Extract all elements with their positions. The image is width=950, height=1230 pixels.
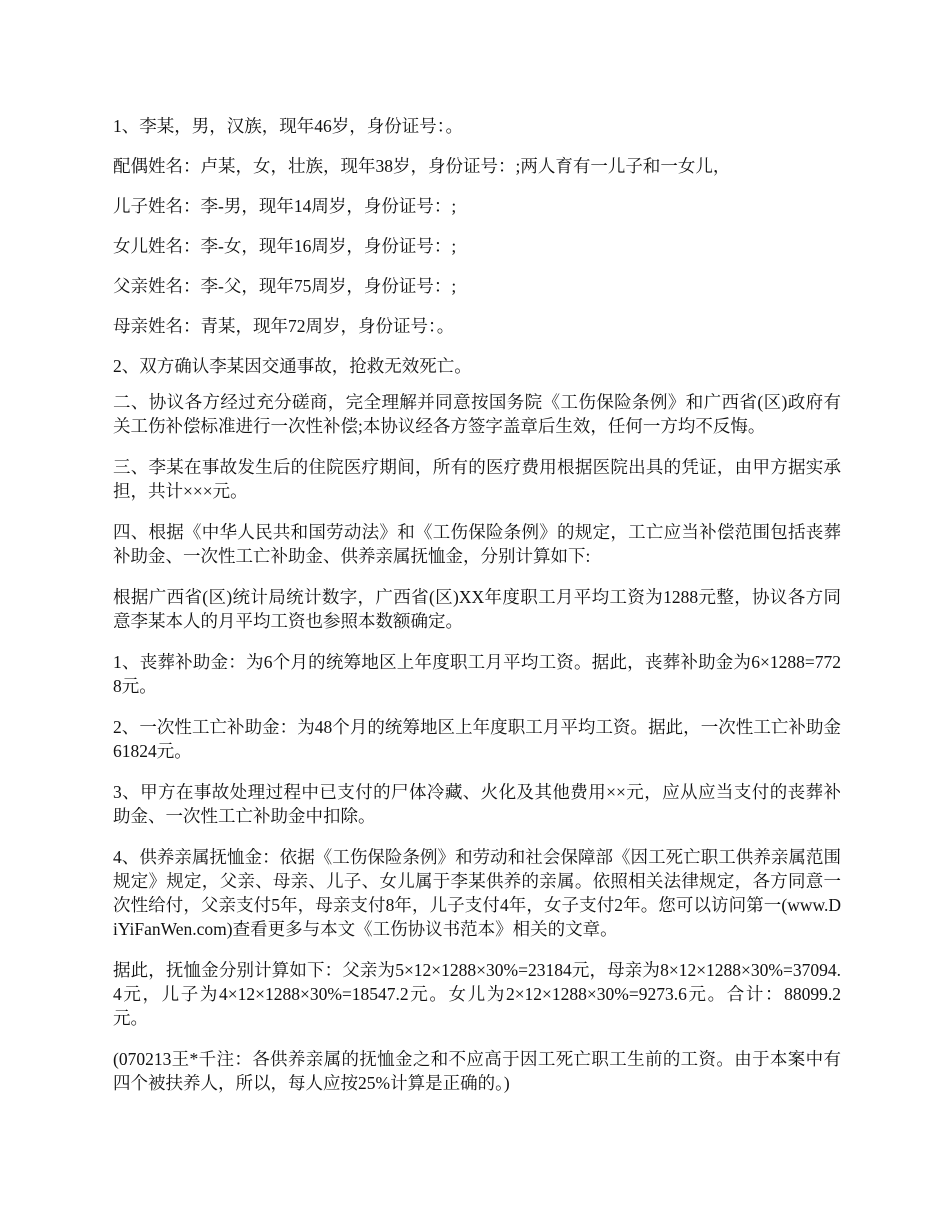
paragraph-daughter-info: 女儿姓名：李-女，现年16周岁，身份证号：; xyxy=(113,236,457,256)
paragraph-spouse-info: 配偶姓名：卢某，女，壮族，现年38岁，身份证号：;两人育有一儿子和一女儿， xyxy=(113,156,731,176)
paragraph-funeral-subsidy: 1、丧葬补助金：为6个月的统筹地区上年度职工月平均工资。据此，丧葬补助金为6×1288=7728元。 xyxy=(113,652,841,696)
paragraph-expense-deduction: 3、甲方在事故处理过程中已支付的尸体冷藏、火化及其他费用××元，应从应当支付的丧葬补助金、一次性工亡补助金中扣除。 xyxy=(113,782,841,826)
paragraph-mother-info: 母亲姓名：青某，现年72周岁，身份证号：。 xyxy=(113,316,455,336)
paragraph-annotation: (070213王*千注：各供养亲属的抚恤金之和不应高于因工死亡职工生前的工资。由于本案中有四个被扶养人，所以，每人应按25%计算是正确的。) xyxy=(113,1049,841,1093)
document-page xyxy=(113,112,841,1112)
paragraph-father-info: 父亲姓名：李-父，现年75周岁，身份证号：; xyxy=(113,276,457,296)
paragraph-death-subsidy: 2、一次性工亡补助金：为48个月的统筹地区上年度职工月平均工资。据此，一次性工亡补助金61824元。 xyxy=(113,717,841,761)
paragraph-son-info: 儿子姓名：李-男，现年14周岁，身份证号：; xyxy=(113,196,457,216)
paragraph-section-four: 四、根据《中华人民共和国劳动法》和《工伤保险条例》的规定，工亡应当补偿范围包括丧葬补助金、一次性工亡补助金、供养亲属抚恤金，分别计算如下: xyxy=(113,522,841,566)
paragraph-section-two: 二、协议各方经过充分磋商，完全理解并同意按国务院《工伤保险条例》和广西省(区)政府有关工伤补偿标准进行一次性补偿;本协议经各方签字盖章后生效，任何一方均不反悔。 xyxy=(113,392,841,436)
paragraph-wage-basis: 根据广西省(区)统计局统计数字，广西省(区)XX年度职工月平均工资为1288元整，协议各方同意李某本人的月平均工资也参照本数额确定。 xyxy=(113,587,841,631)
paragraph-dependent-pension: 4、供养亲属抚恤金：依据《工伤保险条例》和劳动和社会保障部《因工死亡职工供养亲属范围规定》规定，父亲、母亲、儿子、女儿属于李某供养的亲属。依照相关法律规定，各方同意一次性给付，父亲支付5年，母亲支付8年，儿子支付4年，女子支付2年。您可以访问第一(www.DiYiFanWen.com)查看更多与本文《工伤协议书范本》相关的文章。 xyxy=(113,847,841,939)
paragraph-pension-calculation: 据此，抚恤金分别计算如下：父亲为5×12×1288×30%=23184元，母亲为8×12×1288×30%=37094.4元，儿子为4×12×1288×30%=18547.2元。女儿为2×12×1288×30%=9273.6元。合计：88099.2元。 xyxy=(113,960,841,1028)
paragraph-accident-confirm: 2、双方确认李某因交通事故，抢救无效死亡。 xyxy=(113,356,472,376)
paragraph-person-info: 1、李某，男，汉族，现年46岁，身份证号：。 xyxy=(113,116,463,136)
paragraph-section-three: 三、李某在事故发生后的住院医疗期间，所有的医疗费用根据医院出具的凭证，由甲方据实承担，共计×××元。 xyxy=(113,457,841,501)
